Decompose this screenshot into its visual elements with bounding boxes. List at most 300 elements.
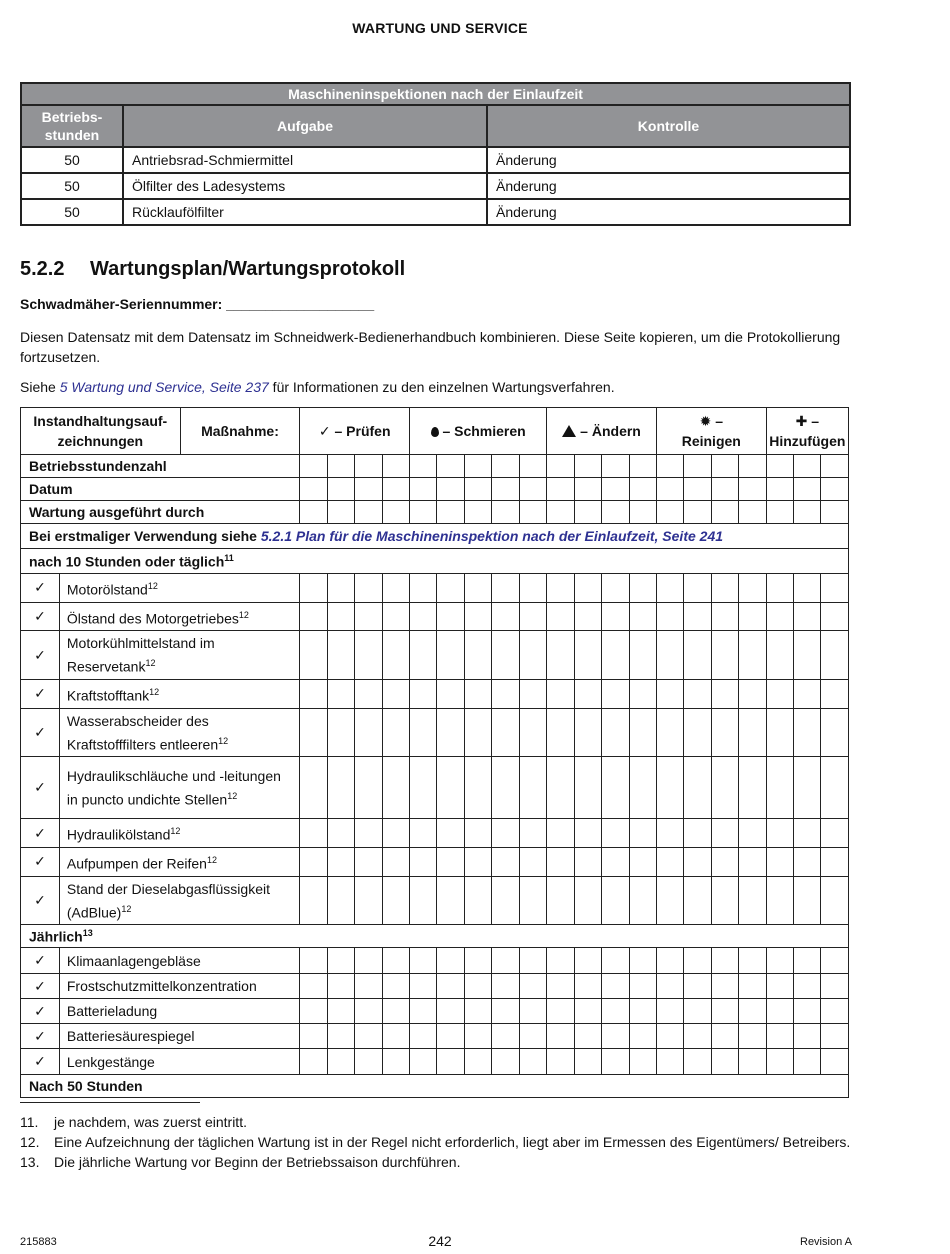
- log-entry-cell[interactable]: [327, 478, 354, 501]
- log-entry-cell[interactable]: [300, 757, 327, 819]
- log-entry-cell[interactable]: [821, 999, 849, 1024]
- log-entry-cell[interactable]: [739, 1049, 766, 1075]
- log-entry-cell[interactable]: [656, 974, 683, 999]
- log-entry-cell[interactable]: [492, 501, 519, 524]
- log-entry-cell[interactable]: [739, 478, 766, 501]
- log-entry-cell[interactable]: [656, 819, 683, 848]
- log-entry-cell[interactable]: [410, 876, 437, 925]
- log-entry-cell[interactable]: [437, 999, 464, 1024]
- log-entry-cell[interactable]: [711, 478, 738, 501]
- log-entry-cell[interactable]: [382, 478, 409, 501]
- log-entry-cell[interactable]: [602, 948, 629, 974]
- log-entry-cell[interactable]: [656, 602, 683, 631]
- log-entry-cell[interactable]: [519, 819, 546, 848]
- log-entry-cell[interactable]: [794, 455, 821, 478]
- log-entry-cell[interactable]: [602, 876, 629, 925]
- log-entry-cell[interactable]: [794, 501, 821, 524]
- log-entry-cell[interactable]: [574, 819, 601, 848]
- log-entry-cell[interactable]: [464, 679, 491, 708]
- log-entry-cell[interactable]: [300, 455, 327, 478]
- log-entry-cell[interactable]: [355, 819, 382, 848]
- log-entry-cell[interactable]: [492, 876, 519, 925]
- log-entry-cell[interactable]: [410, 501, 437, 524]
- log-entry-cell[interactable]: [602, 478, 629, 501]
- log-entry-cell[interactable]: [327, 1049, 354, 1075]
- log-entry-cell[interactable]: [602, 501, 629, 524]
- log-entry-cell[interactable]: [766, 1024, 793, 1049]
- log-entry-cell[interactable]: [602, 847, 629, 876]
- log-entry-cell[interactable]: [629, 948, 656, 974]
- log-entry-cell[interactable]: [656, 757, 683, 819]
- log-entry-cell[interactable]: [300, 847, 327, 876]
- log-entry-cell[interactable]: [382, 708, 409, 757]
- log-entry-cell[interactable]: [437, 478, 464, 501]
- log-entry-cell[interactable]: [574, 876, 601, 925]
- log-entry-cell[interactable]: [547, 602, 574, 631]
- log-entry-cell[interactable]: [656, 999, 683, 1024]
- log-entry-cell[interactable]: [382, 602, 409, 631]
- log-entry-cell[interactable]: [739, 948, 766, 974]
- log-entry-cell[interactable]: [410, 679, 437, 708]
- log-entry-cell[interactable]: [327, 574, 354, 603]
- log-entry-cell[interactable]: [327, 757, 354, 819]
- log-entry-cell[interactable]: [684, 631, 711, 680]
- log-entry-cell[interactable]: [821, 455, 849, 478]
- log-entry-cell[interactable]: [574, 602, 601, 631]
- log-entry-cell[interactable]: [574, 847, 601, 876]
- log-entry-cell[interactable]: [355, 631, 382, 680]
- log-entry-cell[interactable]: [519, 602, 546, 631]
- log-entry-cell[interactable]: [711, 631, 738, 680]
- log-entry-cell[interactable]: [547, 847, 574, 876]
- log-entry-cell[interactable]: [574, 974, 601, 999]
- log-entry-cell[interactable]: [464, 631, 491, 680]
- log-entry-cell[interactable]: [739, 574, 766, 603]
- log-entry-cell[interactable]: [437, 757, 464, 819]
- log-entry-cell[interactable]: [821, 679, 849, 708]
- log-entry-cell[interactable]: [437, 708, 464, 757]
- log-entry-cell[interactable]: [629, 708, 656, 757]
- log-entry-cell[interactable]: [602, 1049, 629, 1075]
- log-entry-cell[interactable]: [794, 1049, 821, 1075]
- log-entry-cell[interactable]: [739, 999, 766, 1024]
- log-entry-cell[interactable]: [519, 455, 546, 478]
- log-entry-cell[interactable]: [437, 574, 464, 603]
- log-entry-cell[interactable]: [327, 876, 354, 925]
- log-entry-cell[interactable]: [382, 819, 409, 848]
- log-entry-cell[interactable]: [464, 847, 491, 876]
- log-entry-cell[interactable]: [711, 757, 738, 819]
- log-entry-cell[interactable]: [437, 455, 464, 478]
- log-entry-cell[interactable]: [437, 819, 464, 848]
- log-entry-cell[interactable]: [711, 574, 738, 603]
- log-entry-cell[interactable]: [656, 631, 683, 680]
- log-entry-cell[interactable]: [547, 679, 574, 708]
- log-entry-cell[interactable]: [547, 631, 574, 680]
- log-entry-cell[interactable]: [492, 847, 519, 876]
- log-entry-cell[interactable]: [739, 501, 766, 524]
- log-entry-cell[interactable]: [684, 574, 711, 603]
- log-entry-cell[interactable]: [711, 974, 738, 999]
- log-entry-cell[interactable]: [821, 631, 849, 680]
- log-entry-cell[interactable]: [464, 501, 491, 524]
- log-entry-cell[interactable]: [355, 974, 382, 999]
- log-entry-cell[interactable]: [355, 455, 382, 478]
- log-entry-cell[interactable]: [602, 631, 629, 680]
- log-entry-cell[interactable]: [410, 819, 437, 848]
- log-entry-cell[interactable]: [382, 847, 409, 876]
- log-entry-cell[interactable]: [629, 757, 656, 819]
- log-entry-cell[interactable]: [574, 948, 601, 974]
- log-entry-cell[interactable]: [464, 819, 491, 848]
- log-entry-cell[interactable]: [574, 757, 601, 819]
- log-entry-cell[interactable]: [684, 819, 711, 848]
- log-entry-cell[interactable]: [437, 1049, 464, 1075]
- log-entry-cell[interactable]: [547, 948, 574, 974]
- log-entry-cell[interactable]: [300, 631, 327, 680]
- log-entry-cell[interactable]: [766, 948, 793, 974]
- log-entry-cell[interactable]: [794, 631, 821, 680]
- log-entry-cell[interactable]: [437, 602, 464, 631]
- log-entry-cell[interactable]: [519, 478, 546, 501]
- log-entry-cell[interactable]: [684, 602, 711, 631]
- log-entry-cell[interactable]: [821, 708, 849, 757]
- log-entry-cell[interactable]: [382, 974, 409, 999]
- log-entry-cell[interactable]: [794, 602, 821, 631]
- log-entry-cell[interactable]: [739, 847, 766, 876]
- log-entry-cell[interactable]: [766, 1049, 793, 1075]
- log-entry-cell[interactable]: [492, 455, 519, 478]
- log-entry-cell[interactable]: [794, 708, 821, 757]
- log-entry-cell[interactable]: [492, 1024, 519, 1049]
- log-entry-cell[interactable]: [437, 631, 464, 680]
- log-entry-cell[interactable]: [794, 757, 821, 819]
- log-entry-cell[interactable]: [547, 999, 574, 1024]
- log-entry-cell[interactable]: [766, 819, 793, 848]
- log-entry-cell[interactable]: [382, 631, 409, 680]
- log-entry-cell[interactable]: [739, 455, 766, 478]
- log-entry-cell[interactable]: [739, 876, 766, 925]
- log-entry-cell[interactable]: [656, 1049, 683, 1075]
- log-entry-cell[interactable]: [547, 876, 574, 925]
- log-entry-cell[interactable]: [300, 574, 327, 603]
- log-entry-cell[interactable]: [327, 847, 354, 876]
- log-entry-cell[interactable]: [739, 602, 766, 631]
- log-entry-cell[interactable]: [684, 501, 711, 524]
- log-entry-cell[interactable]: [410, 708, 437, 757]
- log-entry-cell[interactable]: [519, 847, 546, 876]
- log-entry-cell[interactable]: [410, 847, 437, 876]
- log-entry-cell[interactable]: [437, 1024, 464, 1049]
- log-entry-cell[interactable]: [464, 999, 491, 1024]
- log-entry-cell[interactable]: [574, 708, 601, 757]
- log-entry-cell[interactable]: [739, 631, 766, 680]
- log-entry-cell[interactable]: [656, 876, 683, 925]
- log-entry-cell[interactable]: [300, 876, 327, 925]
- log-entry-cell[interactable]: [574, 631, 601, 680]
- log-entry-cell[interactable]: [300, 948, 327, 974]
- log-entry-cell[interactable]: [766, 501, 793, 524]
- log-entry-cell[interactable]: [519, 1024, 546, 1049]
- log-entry-cell[interactable]: [492, 478, 519, 501]
- log-entry-cell[interactable]: [355, 708, 382, 757]
- log-entry-cell[interactable]: [355, 1024, 382, 1049]
- log-entry-cell[interactable]: [629, 574, 656, 603]
- log-entry-cell[interactable]: [739, 708, 766, 757]
- log-entry-cell[interactable]: [300, 999, 327, 1024]
- log-entry-cell[interactable]: [547, 501, 574, 524]
- log-entry-cell[interactable]: [574, 1049, 601, 1075]
- log-entry-cell[interactable]: [821, 1024, 849, 1049]
- log-entry-cell[interactable]: [821, 948, 849, 974]
- log-entry-cell[interactable]: [437, 679, 464, 708]
- log-entry-cell[interactable]: [327, 602, 354, 631]
- log-entry-cell[interactable]: [410, 455, 437, 478]
- log-entry-cell[interactable]: [794, 948, 821, 974]
- log-entry-cell[interactable]: [547, 757, 574, 819]
- log-entry-cell[interactable]: [711, 455, 738, 478]
- log-entry-cell[interactable]: [684, 999, 711, 1024]
- log-entry-cell[interactable]: [519, 574, 546, 603]
- log-entry-cell[interactable]: [574, 478, 601, 501]
- log-entry-cell[interactable]: [464, 478, 491, 501]
- log-entry-cell[interactable]: [492, 999, 519, 1024]
- log-entry-cell[interactable]: [519, 501, 546, 524]
- reference-link[interactable]: 5 Wartung und Service, Seite 237: [59, 379, 269, 395]
- log-entry-cell[interactable]: [711, 708, 738, 757]
- log-entry-cell[interactable]: [574, 999, 601, 1024]
- log-entry-cell[interactable]: [519, 876, 546, 925]
- log-entry-cell[interactable]: [739, 679, 766, 708]
- log-entry-cell[interactable]: [739, 757, 766, 819]
- log-entry-cell[interactable]: [766, 574, 793, 603]
- log-entry-cell[interactable]: [300, 1049, 327, 1075]
- log-entry-cell[interactable]: [629, 1049, 656, 1075]
- log-entry-cell[interactable]: [766, 679, 793, 708]
- log-entry-cell[interactable]: [382, 948, 409, 974]
- log-entry-cell[interactable]: [382, 999, 409, 1024]
- log-entry-cell[interactable]: [684, 1049, 711, 1075]
- log-entry-cell[interactable]: [355, 948, 382, 974]
- log-entry-cell[interactable]: [355, 574, 382, 603]
- log-entry-cell[interactable]: [410, 1024, 437, 1049]
- log-entry-cell[interactable]: [437, 501, 464, 524]
- log-entry-cell[interactable]: [711, 948, 738, 974]
- log-entry-cell[interactable]: [739, 1024, 766, 1049]
- log-entry-cell[interactable]: [492, 757, 519, 819]
- log-entry-cell[interactable]: [821, 602, 849, 631]
- log-entry-cell[interactable]: [300, 501, 327, 524]
- log-entry-cell[interactable]: [464, 708, 491, 757]
- log-entry-cell[interactable]: [382, 876, 409, 925]
- log-entry-cell[interactable]: [629, 679, 656, 708]
- log-entry-cell[interactable]: [766, 478, 793, 501]
- log-entry-cell[interactable]: [327, 679, 354, 708]
- log-entry-cell[interactable]: [464, 876, 491, 925]
- log-entry-cell[interactable]: [547, 1024, 574, 1049]
- log-entry-cell[interactable]: [492, 602, 519, 631]
- log-entry-cell[interactable]: [547, 455, 574, 478]
- log-entry-cell[interactable]: [602, 602, 629, 631]
- log-entry-cell[interactable]: [547, 574, 574, 603]
- log-entry-cell[interactable]: [739, 819, 766, 848]
- log-entry-cell[interactable]: [821, 501, 849, 524]
- log-entry-cell[interactable]: [519, 974, 546, 999]
- log-entry-cell[interactable]: [492, 819, 519, 848]
- log-entry-cell[interactable]: [656, 501, 683, 524]
- log-entry-cell[interactable]: [821, 819, 849, 848]
- log-entry-cell[interactable]: [794, 876, 821, 925]
- log-entry-cell[interactable]: [492, 708, 519, 757]
- log-entry-cell[interactable]: [711, 819, 738, 848]
- log-entry-cell[interactable]: [602, 1024, 629, 1049]
- log-entry-cell[interactable]: [766, 602, 793, 631]
- log-entry-cell[interactable]: [327, 631, 354, 680]
- log-entry-cell[interactable]: [794, 847, 821, 876]
- log-entry-cell[interactable]: [656, 1024, 683, 1049]
- log-entry-cell[interactable]: [821, 574, 849, 603]
- log-entry-cell[interactable]: [711, 847, 738, 876]
- log-entry-cell[interactable]: [766, 999, 793, 1024]
- log-entry-cell[interactable]: [711, 602, 738, 631]
- log-entry-cell[interactable]: [629, 819, 656, 848]
- log-entry-cell[interactable]: [766, 847, 793, 876]
- log-entry-cell[interactable]: [684, 876, 711, 925]
- log-entry-cell[interactable]: [684, 757, 711, 819]
- log-entry-cell[interactable]: [547, 1049, 574, 1075]
- log-entry-cell[interactable]: [821, 847, 849, 876]
- log-entry-cell[interactable]: [711, 999, 738, 1024]
- log-entry-cell[interactable]: [382, 574, 409, 603]
- log-entry-cell[interactable]: [410, 574, 437, 603]
- log-entry-cell[interactable]: [602, 974, 629, 999]
- log-entry-cell[interactable]: [355, 679, 382, 708]
- log-entry-cell[interactable]: [821, 757, 849, 819]
- log-entry-cell[interactable]: [629, 1024, 656, 1049]
- log-entry-cell[interactable]: [492, 574, 519, 603]
- log-entry-cell[interactable]: [684, 1024, 711, 1049]
- log-entry-cell[interactable]: [547, 708, 574, 757]
- log-entry-cell[interactable]: [410, 1049, 437, 1075]
- log-entry-cell[interactable]: [794, 974, 821, 999]
- log-entry-cell[interactable]: [656, 574, 683, 603]
- log-entry-cell[interactable]: [629, 602, 656, 631]
- log-entry-cell[interactable]: [711, 679, 738, 708]
- log-entry-cell[interactable]: [794, 1024, 821, 1049]
- log-entry-cell[interactable]: [410, 602, 437, 631]
- log-entry-cell[interactable]: [492, 631, 519, 680]
- log-entry-cell[interactable]: [464, 948, 491, 974]
- log-entry-cell[interactable]: [355, 876, 382, 925]
- log-entry-cell[interactable]: [574, 679, 601, 708]
- log-entry-cell[interactable]: [629, 478, 656, 501]
- log-entry-cell[interactable]: [794, 819, 821, 848]
- log-entry-cell[interactable]: [464, 455, 491, 478]
- log-entry-cell[interactable]: [300, 708, 327, 757]
- log-entry-cell[interactable]: [684, 679, 711, 708]
- log-entry-cell[interactable]: [519, 631, 546, 680]
- log-entry-cell[interactable]: [766, 876, 793, 925]
- log-entry-cell[interactable]: [602, 679, 629, 708]
- log-entry-cell[interactable]: [410, 974, 437, 999]
- log-entry-cell[interactable]: [766, 757, 793, 819]
- log-entry-cell[interactable]: [684, 708, 711, 757]
- log-entry-cell[interactable]: [355, 847, 382, 876]
- log-entry-cell[interactable]: [492, 948, 519, 974]
- log-entry-cell[interactable]: [602, 708, 629, 757]
- log-entry-cell[interactable]: [437, 948, 464, 974]
- log-entry-cell[interactable]: [547, 819, 574, 848]
- log-entry-cell[interactable]: [711, 501, 738, 524]
- log-entry-cell[interactable]: [656, 708, 683, 757]
- log-entry-cell[interactable]: [437, 876, 464, 925]
- log-entry-cell[interactable]: [355, 999, 382, 1024]
- log-entry-cell[interactable]: [464, 574, 491, 603]
- log-entry-cell[interactable]: [382, 501, 409, 524]
- log-entry-cell[interactable]: [300, 679, 327, 708]
- log-entry-cell[interactable]: [821, 1049, 849, 1075]
- log-entry-cell[interactable]: [327, 819, 354, 848]
- log-entry-cell[interactable]: [410, 631, 437, 680]
- log-entry-cell[interactable]: [794, 679, 821, 708]
- log-entry-cell[interactable]: [464, 1024, 491, 1049]
- log-entry-cell[interactable]: [355, 501, 382, 524]
- log-entry-cell[interactable]: [684, 455, 711, 478]
- log-entry-cell[interactable]: [629, 847, 656, 876]
- log-entry-cell[interactable]: [656, 948, 683, 974]
- log-entry-cell[interactable]: [519, 999, 546, 1024]
- log-entry-cell[interactable]: [410, 999, 437, 1024]
- log-entry-cell[interactable]: [629, 876, 656, 925]
- log-entry-cell[interactable]: [766, 455, 793, 478]
- log-entry-cell[interactable]: [464, 1049, 491, 1075]
- log-entry-cell[interactable]: [300, 819, 327, 848]
- log-entry-cell[interactable]: [684, 847, 711, 876]
- log-entry-cell[interactable]: [656, 455, 683, 478]
- log-entry-cell[interactable]: [519, 708, 546, 757]
- log-entry-cell[interactable]: [766, 708, 793, 757]
- log-entry-cell[interactable]: [327, 1024, 354, 1049]
- log-entry-cell[interactable]: [602, 999, 629, 1024]
- log-entry-cell[interactable]: [492, 1049, 519, 1075]
- log-entry-cell[interactable]: [355, 1049, 382, 1075]
- log-entry-cell[interactable]: [410, 478, 437, 501]
- log-entry-cell[interactable]: [684, 948, 711, 974]
- log-entry-cell[interactable]: [629, 455, 656, 478]
- log-entry-cell[interactable]: [327, 999, 354, 1024]
- log-entry-cell[interactable]: [492, 679, 519, 708]
- log-entry-cell[interactable]: [382, 455, 409, 478]
- log-entry-cell[interactable]: [574, 1024, 601, 1049]
- log-entry-cell[interactable]: [602, 757, 629, 819]
- log-entry-cell[interactable]: [821, 974, 849, 999]
- log-entry-cell[interactable]: [437, 847, 464, 876]
- log-entry-cell[interactable]: [300, 478, 327, 501]
- log-entry-cell[interactable]: [602, 455, 629, 478]
- log-entry-cell[interactable]: [547, 478, 574, 501]
- log-entry-cell[interactable]: [327, 455, 354, 478]
- log-entry-cell[interactable]: [382, 1024, 409, 1049]
- log-entry-cell[interactable]: [711, 1024, 738, 1049]
- log-entry-cell[interactable]: [794, 574, 821, 603]
- first-use-link[interactable]: 5.2.1 Plan für die Maschineninspektion nach der Einlaufzeit, Seite 241: [260, 528, 724, 544]
- log-entry-cell[interactable]: [656, 679, 683, 708]
- log-entry-cell[interactable]: [410, 757, 437, 819]
- log-entry-cell[interactable]: [629, 974, 656, 999]
- log-entry-cell[interactable]: [821, 478, 849, 501]
- log-entry-cell[interactable]: [464, 602, 491, 631]
- log-entry-cell[interactable]: [355, 478, 382, 501]
